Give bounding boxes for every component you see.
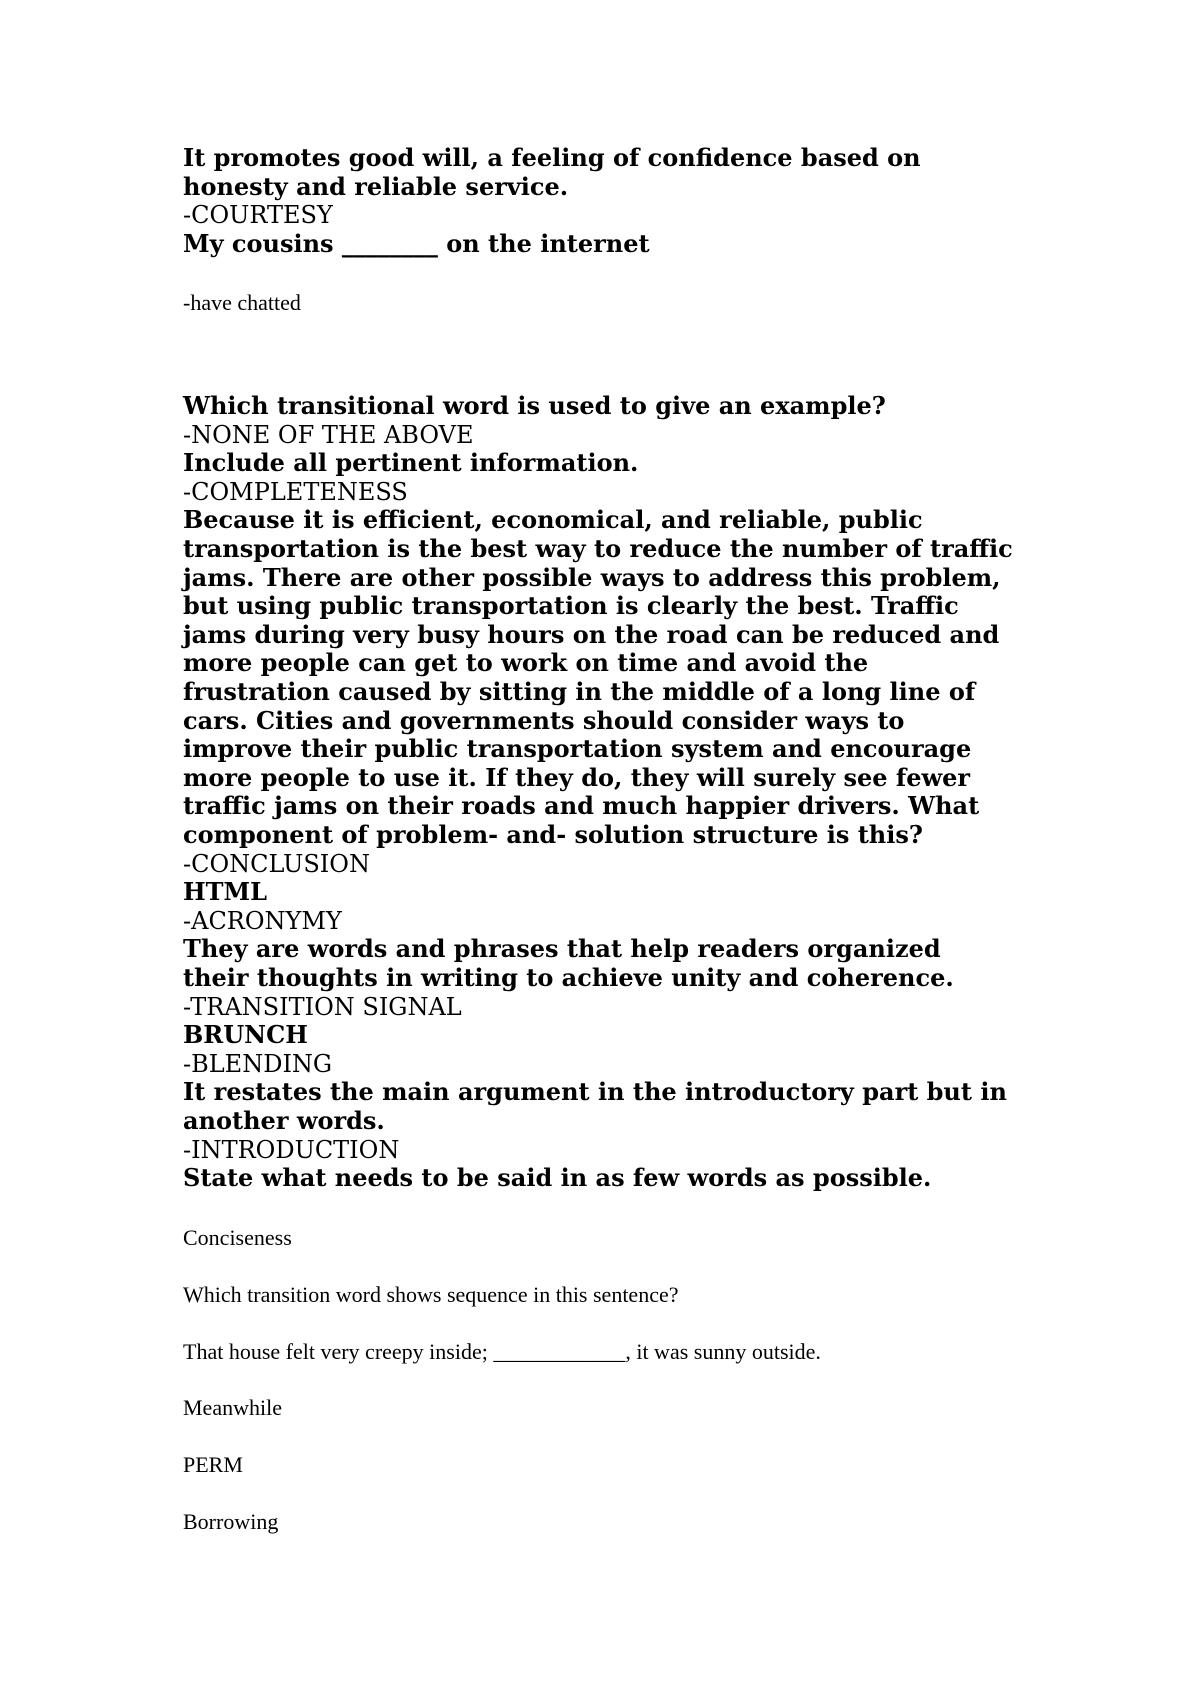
q5-line: improve their public transportation system and encourage bbox=[183, 734, 972, 764]
q11-question: Which transition word shows sequence in this sentence? bbox=[183, 1282, 679, 1307]
q10-answer: Conciseness bbox=[183, 1225, 292, 1250]
q6-question: HTML bbox=[183, 877, 267, 907]
q1-line1: It promotes good will, a feeling of confidence based on bbox=[183, 143, 921, 172]
q5-line: more people to use it. If they do, they will surely see fewer bbox=[183, 762, 971, 792]
q4-question: Include all pertinent information. bbox=[183, 448, 639, 478]
q5-line: frustration caused by sitting in the middle of a long line of bbox=[183, 677, 976, 706]
q5-line: jams. There are other possible ways to address this problem, bbox=[183, 562, 1001, 592]
q12-question: PERM bbox=[183, 1452, 243, 1477]
q10-question: State what needs to be said in as few words as possible. bbox=[183, 1163, 932, 1193]
q12-answer: Borrowing bbox=[183, 1509, 279, 1534]
q9-line2: another words. bbox=[183, 1106, 385, 1135]
q5-line: cars. Cities and governments should consider ways to bbox=[183, 705, 905, 735]
q5-answer: -CONCLUSION bbox=[183, 849, 370, 878]
q1-line2: honesty and reliable service. bbox=[183, 171, 569, 201]
q5-line: more people can get to work on time and avoid the bbox=[183, 648, 869, 678]
q9-answer: -INTRODUCTION bbox=[183, 1135, 400, 1164]
q7-answer: -TRANSITION SIGNAL bbox=[183, 992, 462, 1021]
q5-line: Because it is efficient, economical, and reliable, public bbox=[183, 505, 923, 535]
q2-question: My cousins ________ on the internet bbox=[183, 228, 650, 258]
q8-question: BRUNCH bbox=[183, 1020, 308, 1050]
q4-answer: -COMPLETENESS bbox=[183, 477, 408, 506]
q5-line: component of problem- and- solution structure is this? bbox=[183, 820, 923, 849]
q3-answer: -NONE OF THE ABOVE bbox=[183, 420, 474, 449]
q5-line: transportation is the best way to reduce the number of traffic bbox=[183, 534, 1013, 563]
q1-answer: -COURTESY bbox=[183, 201, 333, 230]
q9-line1: It restates the main argument in the introductory part but in bbox=[183, 1077, 1007, 1107]
q5-line: traffic jams on their roads and much happier drivers. What bbox=[183, 791, 980, 821]
q8-answer: -BLENDING bbox=[183, 1049, 333, 1078]
q11-answer: Meanwhile bbox=[183, 1395, 282, 1420]
q6-answer: -ACRONYMY bbox=[183, 906, 342, 935]
q2-answer: -have chatted bbox=[183, 290, 301, 315]
q7-line1: They are words and phrases that help readers organized bbox=[183, 934, 941, 964]
q7-line2: their thoughts in writing to achieve unity and coherence. bbox=[183, 963, 954, 992]
q11-sentence: That house felt very creepy inside; ____________, it was sunny outside. bbox=[183, 1339, 821, 1364]
q5-line: jams during very busy hours on the road can be reduced and bbox=[183, 619, 1000, 649]
q5-line: but using public transportation is clearly the best. Traffic bbox=[183, 591, 959, 621]
q3-question: Which transitional word is used to give an example? bbox=[183, 391, 886, 420]
